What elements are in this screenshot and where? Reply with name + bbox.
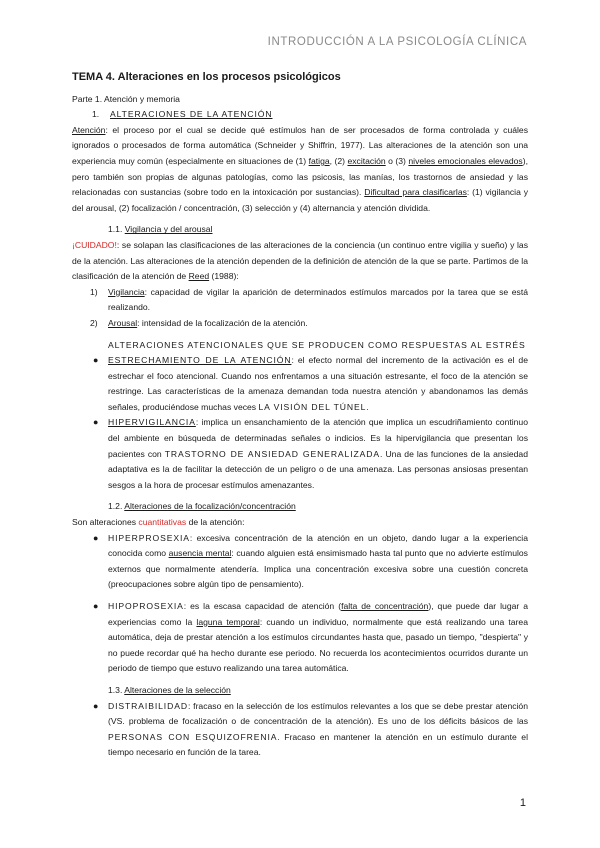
highlight-cuantitativas: cuantitativas [138,517,187,528]
section-number: 1. [92,109,100,120]
topic-title: TEMA 4. Alteraciones en los procesos psicológicos [72,71,341,83]
term-excitacion: excitación [347,155,386,166]
warning-label: ¡CUIDADO! [72,239,117,250]
warning-paragraph: ¡CUIDADO!: se solapan las clasificaciones de las alteraciones de la conciencia (un continuo entre vigilia y sueño) y las de la atención. Las alteraciones de la atención dependen de la definición de atención de la que se parte. Partimos de la clasificación de la atención de Reed (1988): [72,239,528,282]
bullet-item: ● ESTRECHAMIENTO DE LA ATENCIÓN: el efecto normal del incremento de la activación es el de estrechar el foco atencional. Cuando nos enfrentamos a una situación estresante, el foco de la atención se restringe. Las características de la amenaza demandan toda nuestra atención y abandonamos las demás señales, produciéndose muchas veces LA VISIÓN DEL TÚNEL. [93,355,528,412]
bullet-icon: ● [93,532,99,543]
page-number: 1 [519,797,526,809]
bullet-item: ● HIPERPROSEXIA: excesiva concentración de la atención en un objeto, dando lugar a la experiencia conocida como ausencia mental: cuando alguien está ensimismado hasta tal punto que no advierte estímulos externos que normalmente atendería. Implica una concentración excesiva sobre una cuestión concreta (preocupaciones sobre algún tipo de pensamiento). [93,532,528,590]
subsection-heading-1-2: 1.2. Alteraciones de la focalización/concentración [108,501,296,512]
bullet-item: ● HIPOPROSEXIA: es la escasa capacidad de atención (falta de concentración), que puede dar lugar a experiencias como la laguna temporal: cuando un individuo, normalmente que está realizando una tarea automática, deja de prestar atención a los estímulos circundantes hasta que, pasado un tiempo, "despierta" y no puede recordar qué ha hecho durante ese periodo. No recuerda los acontecimientos ocurridos durante un periodo de tiempo que estuvo realizando una tarea automática. [93,601,529,674]
section-paragraph: Atención: el proceso por el cual se decide qué estímulos han de ser procesados de forma controlada y cuáles ignorados o procesados de forma automática (Schneider y Shiffrin, 1977). Las alteraciones de la atención son una experiencia muy común (especialmente en situaciones de (1) fatiga, (2) excitación o (3) niveles emocionales elevados), pero también son propias de algunas patologías, como las psicosis, las manías, los trastornos de ansiedad y las relacionadas con sustancias (sobre todo en la intoxicación por sustancias). Dificultad para clasificarlas: (1) vigilancia y del arousal, (2) focalización / concentración, (3) selección y (4) alternancia y atención dividida. [72,124,529,213]
running-header: INTRODUCCIÓN A LA PSICOLOGÍA CLÍNICA [267,36,527,48]
bullet-icon: ● [93,355,99,366]
part-title: Parte 1. Atención y memoria [72,93,180,104]
subsection-heading-1-3: 1.3. Alteraciones de la selección [108,684,231,695]
section-heading [72,107,528,123]
term-dificultad: Dificultad para clasificarlas [364,187,467,198]
page-content [72,70,528,761]
list-title: ALTERACIONES ATENCIONALES QUE SE PRODUCEN COMO RESPUESTAS AL ESTRÉS [108,339,526,350]
term-niveles: niveles emocionales elevados [408,155,523,166]
bullet-icon: ● [93,700,99,711]
term-reed: Reed [188,271,210,282]
bullet-icon: ● [93,601,99,611]
bullet-item: ● DISTRAIBILIDAD: fracaso en la selección de los estímulos relevantes a los que se debe prestar atención (VS. problema de focalización o de concentración de la atención). Es uno de los déficits básicos de las PERSONAS CON ESQUIZOFRENIA. Fracaso en mantener la atención en un estímulo durante el tiempo necesario en función de la tarea. [93,700,528,758]
section-title: ALTERACIONES DE LA ATENCIÓN [110,109,273,120]
term-atencion: Atención [72,124,106,135]
term-fatiga: fatiga [308,155,330,166]
intro-line: Son alteraciones cuantitativas de la atención: [72,517,245,528]
bullet-item: ● HIPERVIGILANCIA: implica un ensanchamiento de la atención que implica un escudriñamiento continuo del ambiente en búsqueda de determinadas señales o indicios. Es la hipervigilancia que presentan los pacientes con TRASTORNO DE ANSIEDAD GENERALIZADA. Una de las funciones de la ansiedad adaptativa es la de facilitar la detección de un peligro o de una amenaza. Las personas ansiosas presentan sesgos a la hora de procesar estímulos amenazantes. [93,417,528,490]
subsection-heading-1-1: 1.1. Vigilancia y del arousal [108,224,213,235]
numbered-item: 2) Arousal: intensidad de la focalización de la atención. [90,317,308,328]
bullet-icon: ● [93,417,99,428]
numbered-item: 1) Vigilancia: capacidad de vigilar la aparición de determinados estímulos marcados por la tarea que se está realizando. [90,286,528,313]
